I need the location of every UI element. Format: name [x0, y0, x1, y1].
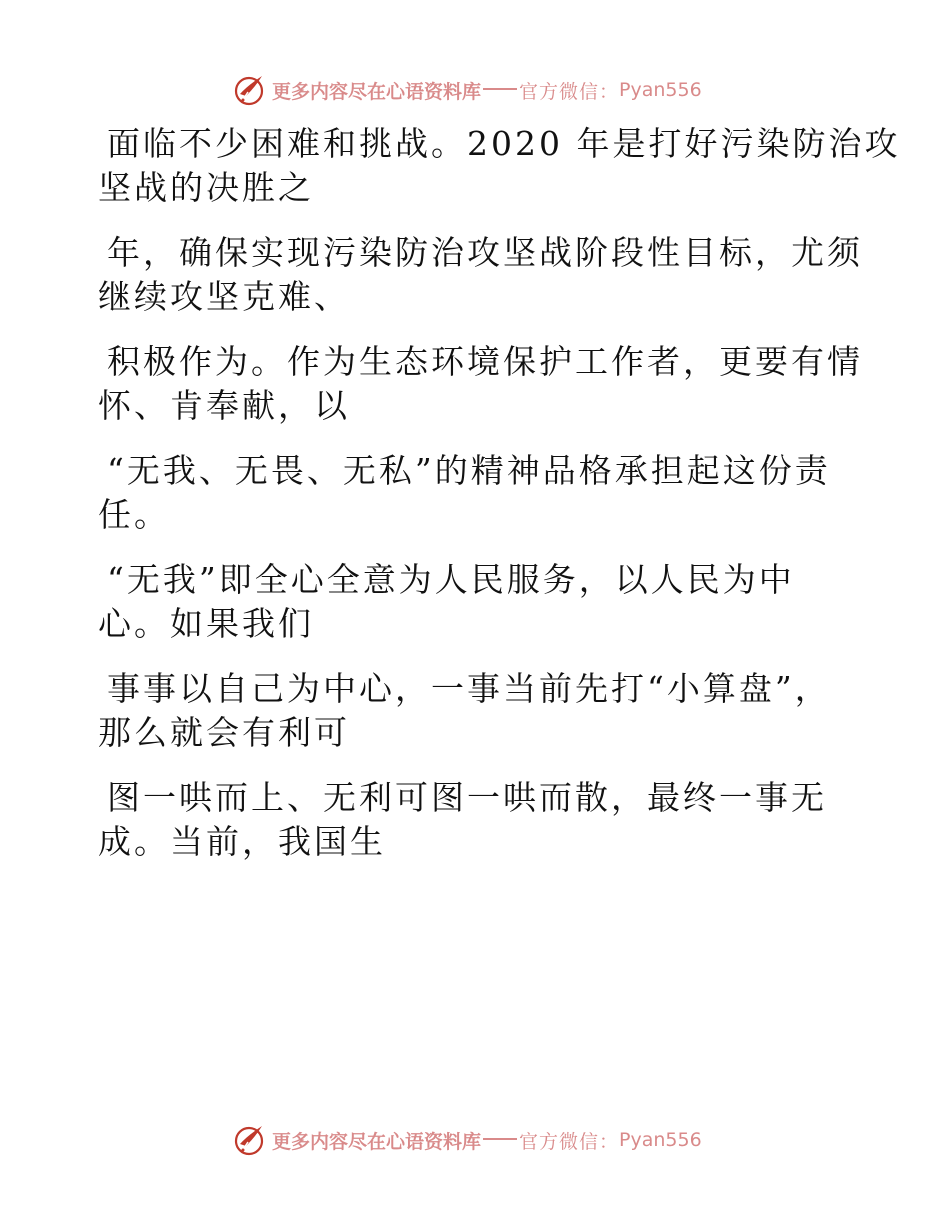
quill-pen-logo-icon — [232, 72, 268, 108]
paragraph-line: 继续攻坚克难、 — [98, 277, 350, 316]
footer-wechat-id: Pyan556 — [619, 1129, 702, 1151]
paragraph-line: 心。如果我们 — [98, 604, 314, 643]
paragraph-line: “无我”即全心全意为人民服务，以人民为中 — [107, 560, 795, 599]
paragraph-line: 年，确保实现污染防治攻坚战阶段性目标，尤须 — [107, 233, 863, 272]
paragraph-line: 事事以自己为中心，一事当前先打“小算盘”， — [107, 669, 831, 708]
paragraph-line: “无我、无畏、无私”的精神品格承担起这份责 — [107, 451, 831, 490]
paragraph-line: 成。当前，我国生 — [98, 822, 386, 861]
paragraph — [98, 449, 858, 537]
paragraph — [98, 340, 863, 428]
paragraph — [98, 122, 901, 210]
paragraph — [98, 558, 858, 646]
paragraph-line: 面临不少困难和挑战。2020 年是打好污染防治攻 — [107, 124, 901, 163]
paragraph — [98, 231, 863, 319]
footer-brand-text: 更多内容尽在心语资料库 — [272, 1130, 482, 1153]
paragraph-line: 图一哄而上、无利可图一哄而散，最终一事无 — [107, 778, 827, 817]
paragraph-line: 那么就会有利可 — [98, 713, 350, 752]
header-dash — [483, 88, 517, 90]
header-wechat-id: Pyan556 — [619, 79, 702, 101]
paragraph-line: 任。 — [98, 495, 170, 534]
document-body — [98, 122, 901, 885]
paragraph-line: 怀、肯奉献，以 — [98, 386, 350, 425]
footer-banner — [232, 1122, 702, 1158]
paragraph-line: 坚战的决胜之 — [98, 168, 314, 207]
footer-sub-text: 官方微信： — [519, 1130, 620, 1153]
quill-pen-logo-icon — [232, 1122, 268, 1158]
footer-dash — [483, 1138, 517, 1140]
header-brand-text: 更多内容尽在心语资料库 — [272, 80, 482, 103]
header-banner — [232, 72, 702, 108]
paragraph — [98, 667, 858, 755]
paragraph-line: 积极作为。作为生态环境保护工作者，更要有情 — [107, 342, 863, 381]
header-sub-text: 官方微信： — [519, 80, 620, 103]
paragraph — [98, 776, 858, 864]
